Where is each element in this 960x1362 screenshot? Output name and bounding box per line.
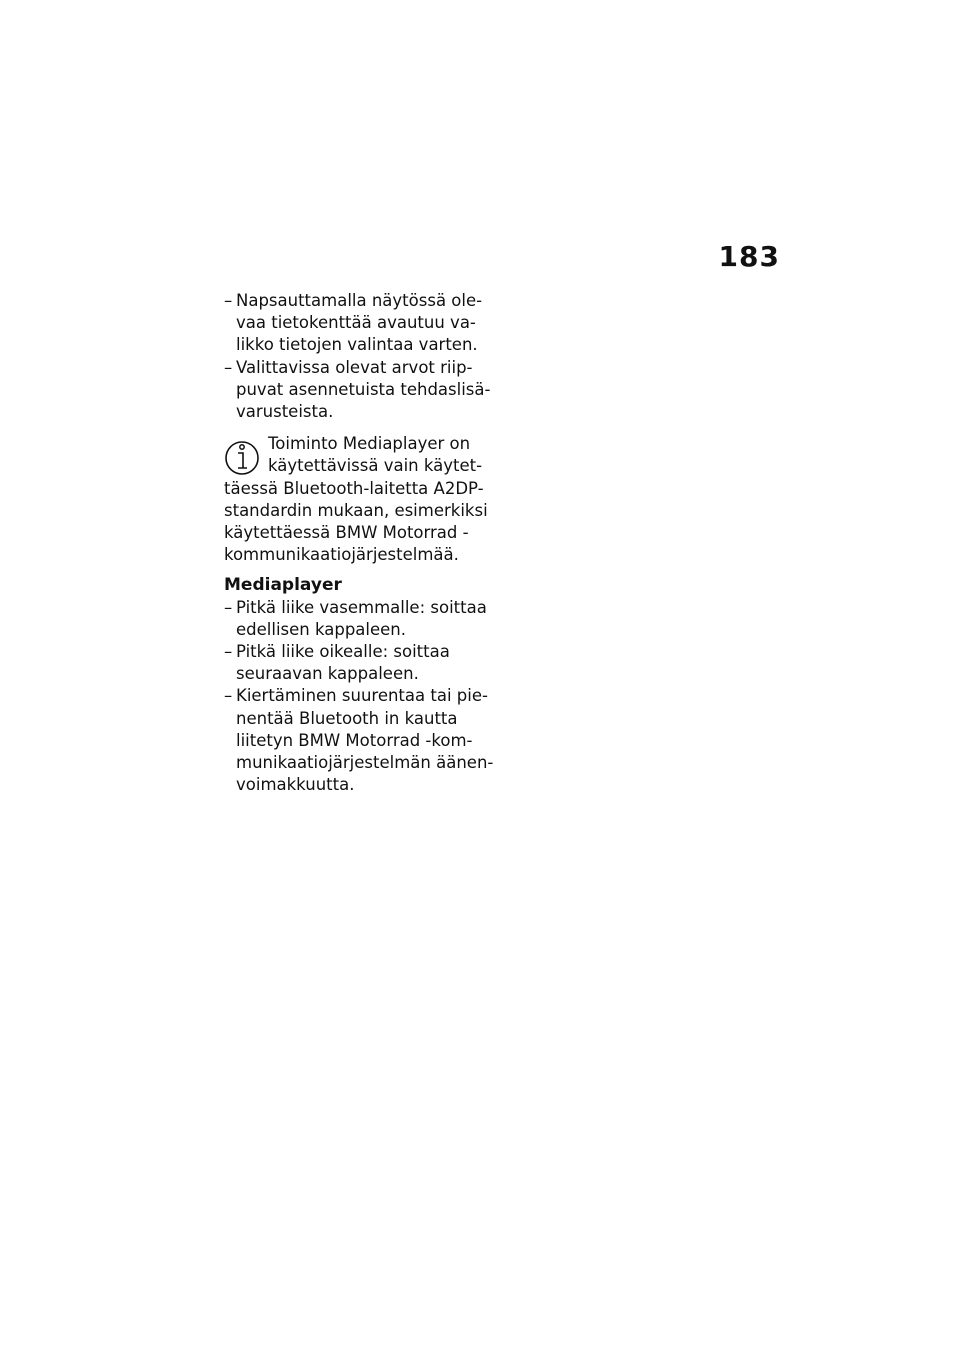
info-note-text: Toiminto Mediaplayer on käytettävissä vain käytet- täessä Bluetooth-laitetta A2DP- standardin mukaan, esimerkiksi käytettäessä BMW Motorrad - kommunikaatiojärjestelmää. bbox=[224, 434, 488, 565]
list-item bbox=[224, 290, 494, 357]
bullet-dash: – bbox=[224, 597, 233, 617]
list-item-text: Napsauttamalla näytössä ole- vaa tietokenttää avautuu va- likko tietojen valintaa varten. bbox=[236, 291, 483, 355]
page-number: 183 bbox=[718, 240, 780, 273]
bullet-dash: – bbox=[224, 686, 233, 706]
list-top bbox=[224, 290, 494, 423]
bullet-dash: – bbox=[224, 357, 233, 377]
info-note bbox=[224, 433, 494, 566]
section-heading: Mediaplayer bbox=[224, 575, 342, 596]
bullet-dash: – bbox=[224, 642, 233, 662]
list-item-text: Pitkä liike oikealle: soittaa seuraavan kappaleen. bbox=[236, 642, 450, 684]
list-mediaplayer bbox=[224, 597, 494, 797]
list-item-text: Valittavissa olevat arvot riip- puvat asennetuista tehdaslisä- varusteista. bbox=[236, 357, 491, 422]
list-item bbox=[224, 597, 494, 641]
list-item-text: Pitkä liike vasemmalle: soittaa edellisen kappaleen. bbox=[236, 597, 487, 639]
bullet-dash: – bbox=[224, 291, 233, 310]
content-column bbox=[224, 290, 494, 796]
list-item bbox=[224, 357, 494, 424]
list-item-text: Kiertäminen suurentaa tai pie- nentää Bluetooth in kautta liitetyn BMW Motorrad -kom- munikaatiojärjestelmän äänen- voimakkuutta. bbox=[236, 686, 494, 795]
list-item bbox=[224, 685, 494, 796]
list-item bbox=[224, 641, 494, 685]
info-icon bbox=[224, 433, 264, 477]
